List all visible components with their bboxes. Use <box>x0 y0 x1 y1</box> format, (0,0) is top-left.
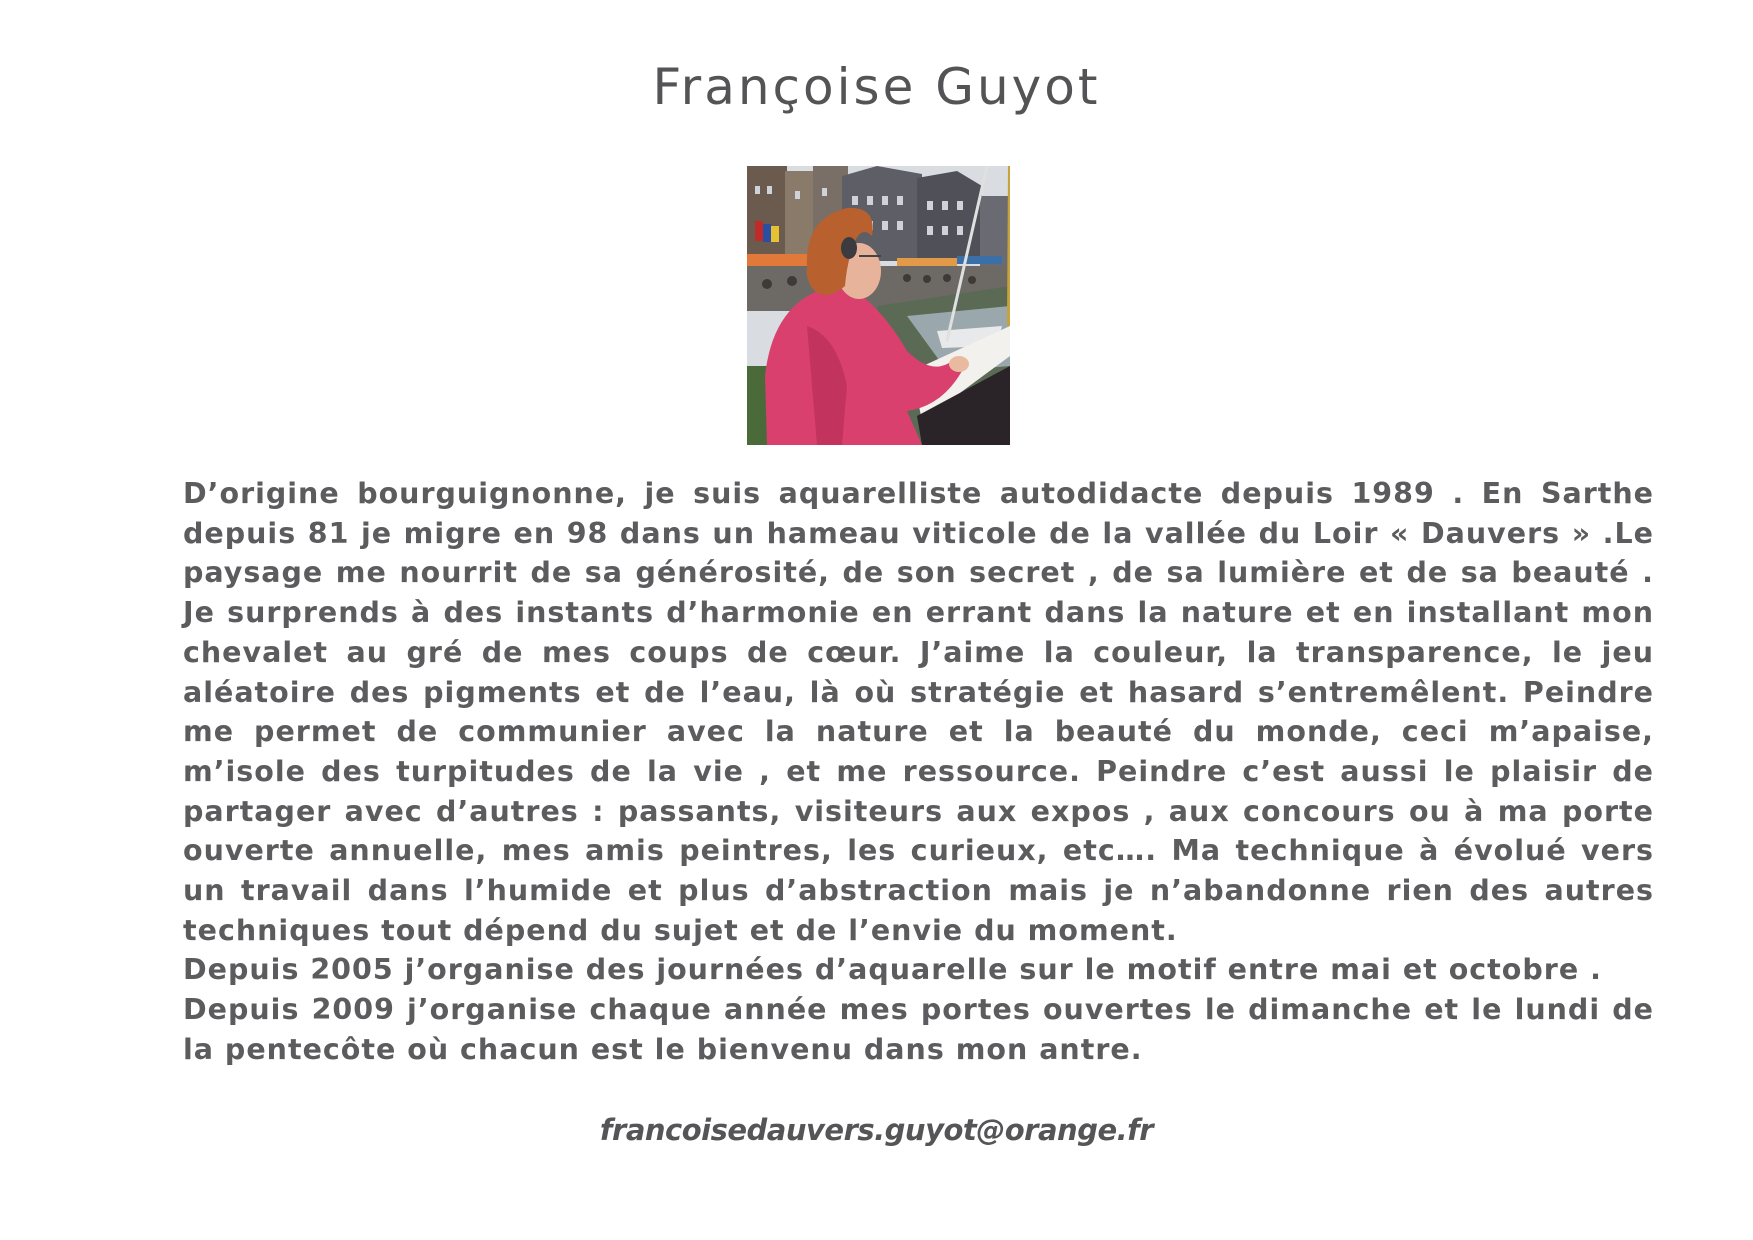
bio-paragraph: Depuis 2005 j’organise des journées d’aquarelle sur le motif entre mai et octobre . <box>183 953 1602 987</box>
email-address: francoisedauvers.guyot@orange.fr <box>599 1113 1154 1147</box>
portrait-photo <box>747 166 1010 445</box>
bio-paragraph: Depuis 2009 j’organise chaque année mes portes ouvertes le dimanche et le lundi de la pentecôte où chacun est le bienvenu dans mon antre. <box>183 993 1654 1066</box>
page-title: Françoise Guyot <box>652 58 1101 116</box>
bio-paragraph: D’origine bourguignonne, je suis aquarelliste autodidacte depuis 1989 . En Sarthe depuis 81 je migre en 98 dans un hameau viticole de la vallée du Loir « Dauvers » .Le paysage me nourrit de sa générosité, de son secret , de sa lumière et de sa beauté . Je surprends à des instants d’harmonie en errant dans la nature et en installant mon chevalet au gré de mes coups de cœur. J’aime la couleur, la transparence, le jeu aléatoire des pigments et de l’eau, là où stratégie et hasard s’entremêlent. Peindre me permet de communier avec la nature et la beauté du monde, ceci m’apaise, m’isole des turpitudes de la vie , et me ressource. Peindre c’est aussi le plaisir de partager avec d’autres : passants, visiteurs aux expos , aux concours ou à ma porte ouverte annuelle, mes amis peintres, les curieux, etc…. Ma technique à évolué vers un travail dans l’humide et plus d’abstraction mais je n’abandonne rien des autres techniques tout dépend du sujet et de l’envie du moment. <box>183 477 1654 947</box>
bio-text <box>183 474 1654 1070</box>
